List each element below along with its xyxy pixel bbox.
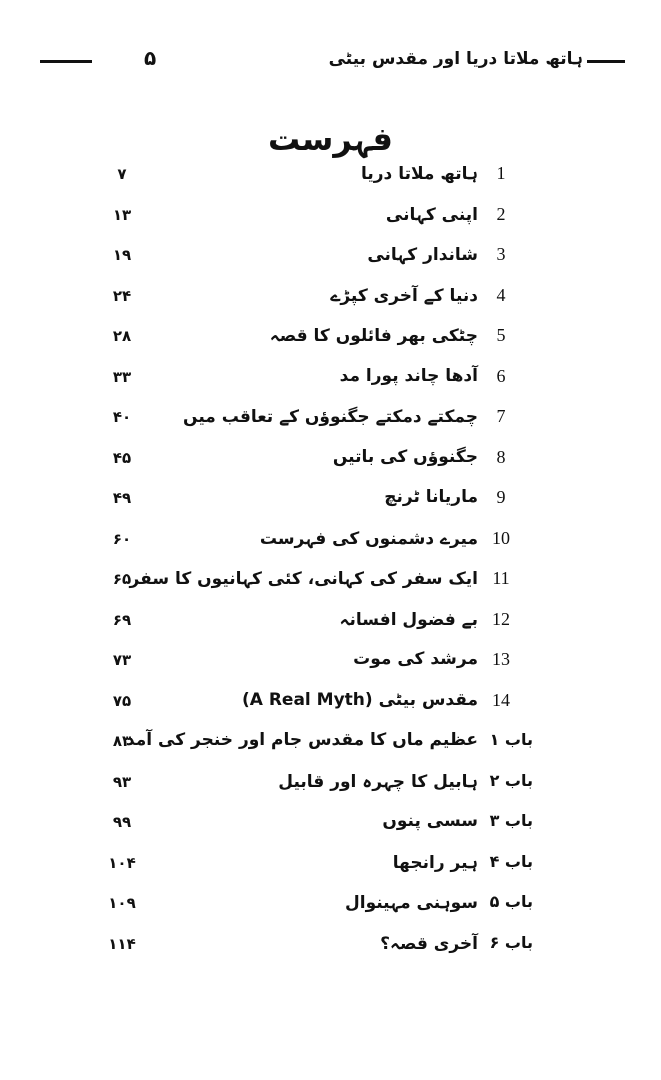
table-of-contents [0, 159, 661, 969]
toc-entry-title: دنیا کے آخری کپڑے [330, 285, 478, 306]
toc-entry-number: باب ۶ [489, 932, 533, 952]
toc-entry [0, 929, 661, 970]
toc-entry-page: ۷۵ [112, 691, 132, 710]
toc-entry-title: چمکتے دمکتے جگنوؤں کے تعاقب میں [183, 407, 478, 427]
toc-entry-number: 7 [496, 406, 506, 426]
toc-entry-number: 1 [496, 163, 506, 183]
toc-entry-title: مرشد کی موت [353, 649, 478, 669]
toc-entry-number: 6 [496, 365, 506, 386]
toc-entry-page: ۹۳ [112, 772, 132, 791]
toc-entry-page: ۶۵ [112, 570, 132, 588]
toc-entry-page: ۹۹ [112, 813, 132, 831]
toc-entry-title: ماریانا ٹرنچ [384, 487, 478, 507]
toc-entry-title: اپنی کہانی [385, 204, 478, 225]
header-rule-right [587, 60, 625, 63]
toc-entry-title: ہابیل کا چہرہ اور قابیل [278, 771, 478, 792]
toc-entry [0, 645, 661, 686]
toc-entry-page: ۱۹ [112, 246, 132, 264]
toc-entry-page: ۲۴ [112, 286, 132, 305]
toc-entry-page: ۶۰ [112, 529, 132, 548]
toc-entry [0, 605, 661, 646]
toc-entry-page: ۷ [117, 165, 127, 183]
toc-entry-page: ۲۸ [112, 327, 132, 345]
toc-entry-page: ۷۳ [112, 651, 132, 669]
toc-entry-number: 10 [492, 527, 510, 548]
toc-entry-page: ۱۰۹ [108, 894, 136, 912]
toc-entry-title: عظیم ماں کا مقدس جام اور خنجر کی آمد [125, 730, 478, 750]
page-number: ۵ [144, 46, 157, 70]
toc-entry-number: باب ۱ [489, 730, 533, 749]
toc-entry-number: باب ۲ [489, 770, 533, 790]
toc-entry-number: 8 [496, 446, 506, 467]
toc-entry-title: ہاتھ ملاتا دریا [361, 164, 478, 184]
toc-entry-title: بے فضول افسانہ [339, 609, 478, 630]
toc-entry [0, 524, 661, 565]
toc-entry-title: سوہنی مہینوال [345, 893, 478, 913]
toc-entry-number: 5 [496, 325, 506, 345]
toc-entry-page: ۱۰۴ [108, 853, 136, 872]
toc-entry [0, 848, 661, 889]
toc-entry [0, 726, 661, 767]
toc-entry-page: ۴۰ [112, 408, 132, 426]
toc-entry-number: 12 [492, 608, 510, 629]
toc-entry [0, 240, 661, 281]
toc-entry-number: 3 [496, 244, 506, 264]
toc-entry-number: 13 [492, 649, 510, 669]
toc-entry [0, 686, 661, 727]
toc-entry [0, 321, 661, 362]
toc-entry-title: شاندار کہانی [367, 245, 478, 265]
header-rule-left [40, 60, 92, 63]
toc-entry [0, 888, 661, 929]
toc-entry-page: ۱۱۴ [108, 934, 136, 953]
toc-entry-title: سسی پنوں [382, 811, 478, 831]
toc-entry [0, 159, 661, 200]
toc-entry-page: ۶۹ [112, 610, 132, 629]
toc-entry-title: آخری قصہ؟ [380, 933, 478, 954]
toc-entry-page: ۱۳ [112, 205, 132, 224]
toc-entry-page: ۳۳ [112, 367, 132, 386]
toc-entry-page: ۴۹ [112, 489, 132, 507]
toc-entry-number: باب ۳ [489, 811, 533, 830]
toc-entry [0, 281, 661, 322]
toc-entry-page: ۸۳ [112, 732, 132, 750]
toc-entry [0, 200, 661, 241]
toc-entry-number: 9 [496, 487, 506, 507]
running-book-title: ہاتھ ملاتا دریا اور مقدس بیٹی [328, 49, 583, 69]
toc-entry [0, 443, 661, 484]
toc-entry-title: ہیر رانجھا [392, 852, 478, 873]
toc-entry [0, 402, 661, 443]
toc-entry [0, 564, 661, 605]
toc-entry-number: 2 [496, 203, 506, 224]
toc-entry-number: باب ۴ [489, 851, 533, 871]
toc-entry-number: 14 [492, 689, 510, 710]
page-header [40, 46, 625, 76]
toc-entry-title: میرے دشمنوں کی فہرست [259, 528, 478, 549]
toc-entry-number: 4 [496, 284, 506, 305]
toc-heading: فہرست [268, 120, 393, 158]
toc-entry [0, 362, 661, 403]
toc-entry [0, 483, 661, 524]
toc-entry-page: ۴۵ [112, 448, 132, 467]
toc-entry [0, 807, 661, 848]
toc-entry-title: جگنوؤں کی باتیں [332, 446, 478, 467]
toc-entry [0, 767, 661, 808]
toc-entry-number: 11 [492, 568, 510, 588]
toc-entry-number: باب ۵ [489, 892, 533, 911]
toc-entry-title: چٹکی بھر فائلوں کا قصہ [269, 326, 478, 346]
toc-entry-title: آدھا چاند پورا مد [339, 365, 478, 386]
toc-entry-title: مقدس بیٹی (A Real Myth) [241, 689, 478, 710]
toc-entry-title: ایک سفر کی کہانی، کئی کہانیوں کا سفر [129, 569, 478, 589]
